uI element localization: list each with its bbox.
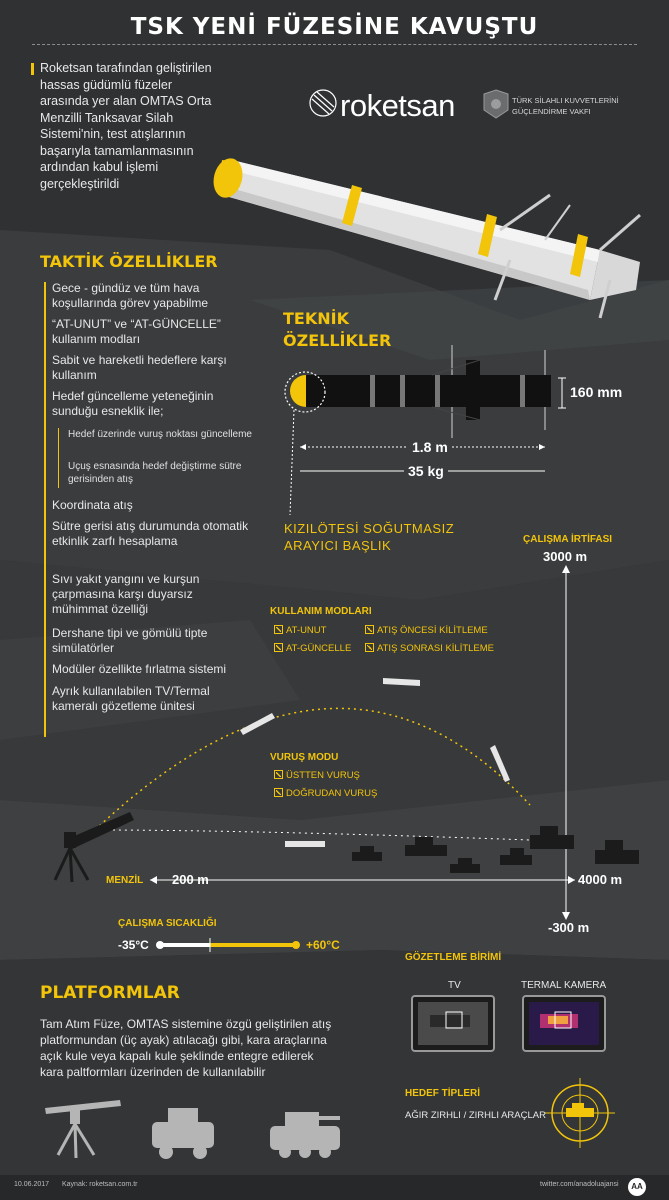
usage-mode-2-label: AT-GÜNCELLE bbox=[286, 643, 352, 654]
taktik-item-5: Koordinata atış bbox=[52, 498, 133, 512]
tv-label: TV bbox=[448, 980, 461, 991]
teknik-heading-line-2: ÖZELLİKLER bbox=[283, 331, 392, 350]
intro-text: Roketsan tarafından geliştirilen hassas güdümlü füzeler arasında yer alan OMTAS Orta Menzilli Tanksavar Silah Sistemi'nin, test atışlarının başarıyla tamamlanmasının ardından kabul işlemi gerçekleştirildi bbox=[40, 61, 212, 191]
checkbox-icon bbox=[274, 770, 283, 779]
thermal-label: TERMAL KAMERA bbox=[521, 980, 607, 991]
impact-mode-1-label: ÜSTTEN VURUŞ bbox=[286, 770, 360, 781]
surveillance-heading: GÖZETLEME BİRİMİ bbox=[405, 952, 502, 963]
range-max: 4000 m bbox=[578, 872, 623, 887]
taktik-accent-bar bbox=[44, 282, 46, 737]
impact-mode-heading: VURUŞ MODU bbox=[270, 752, 339, 763]
checkbox-icon bbox=[365, 625, 374, 634]
usage-mode-2 bbox=[274, 643, 351, 654]
impact-mode-1 bbox=[274, 770, 360, 781]
title-divider bbox=[32, 44, 637, 45]
target-types-text: AĞIR ZIRHLI / ZIRHLI ARAÇLAR bbox=[405, 1110, 546, 1121]
tsk-emblem-icon bbox=[484, 90, 508, 118]
teknik-heading-line-1: TEKNİK bbox=[283, 309, 349, 328]
usage-mode-3 bbox=[365, 625, 488, 636]
aa-logo: AA bbox=[628, 1178, 646, 1196]
seeker-label-line-1: KIZILÖTESİ SOĞUTMASIZ bbox=[284, 521, 455, 536]
altitude-label: ÇALIŞMA İRTİFASI bbox=[523, 534, 613, 545]
checkbox-icon bbox=[274, 625, 283, 634]
roketsan-logo-icon bbox=[310, 90, 336, 116]
taktik-heading: TAKTİK ÖZELLİKLER bbox=[40, 252, 218, 271]
taktik-item-6: Sütre gerisi atış durumunda otomatik etkinlik zarfı hesaplama bbox=[52, 519, 249, 548]
checkbox-icon bbox=[365, 643, 374, 652]
range-label: MENZİL bbox=[106, 875, 144, 886]
tsk-line-1: TÜRK SİLAHLI KUVVETLERİNİ bbox=[512, 96, 619, 105]
usage-mode-4-label: ATIŞ SONRASI KİLİTLEME bbox=[377, 643, 495, 654]
teknik-heading bbox=[283, 308, 391, 352]
taktik-subitem-2: Uçuş esnasında hedef değiştirme sütre gerisinden atış bbox=[68, 461, 242, 485]
usage-modes-heading: KULLANIM MODLARI bbox=[270, 606, 372, 617]
impact-mode-2 bbox=[274, 788, 377, 799]
usage-mode-4 bbox=[365, 643, 494, 654]
taktik-item-1: Gece - gündüz ve tüm hava koşullarında görev yapabilme bbox=[52, 281, 209, 310]
intro-accent-bar bbox=[31, 63, 34, 75]
footer-twitter: twitter.com/anadoluajansi bbox=[540, 1181, 619, 1188]
temperature-min: -35°C bbox=[118, 938, 149, 952]
taktik-item-2: “AT-UNUT” ve “AT-GÜNCELLE” kullanım modları bbox=[52, 317, 221, 346]
page-title: TSK YENİ FÜZESİNE KAVUŞTU bbox=[130, 14, 539, 40]
checkbox-icon bbox=[274, 788, 283, 797]
seeker-label bbox=[284, 520, 454, 554]
range-min: 200 m bbox=[172, 872, 209, 887]
footer-source: Kaynak: roketsan.com.tr bbox=[62, 1181, 138, 1188]
taktik-item-3: Sabit ve hareketli hedeflere karşı kullanım bbox=[52, 353, 227, 382]
tv-screen bbox=[412, 996, 494, 1051]
tsk-line-2: GÜÇLENDİRME VAKFI bbox=[512, 107, 591, 116]
taktik-subitem-1: Hedef üzerinde vuruş noktası güncelleme bbox=[68, 429, 252, 440]
impact-mode-2-label: DOĞRUDAN VURUŞ bbox=[286, 788, 378, 799]
altitude-min: -300 m bbox=[548, 920, 590, 935]
taktik-item-10: Ayrık kullanılabilen TV/Termal kameralı gözetleme ünitesi bbox=[52, 684, 210, 713]
usage-mode-3-label: ATIŞ ÖNCESİ KİLİTLEME bbox=[377, 625, 488, 636]
seeker-label-line-2: ARAYICI BAŞLIK bbox=[284, 538, 392, 553]
thermal-screen bbox=[523, 996, 605, 1051]
footer-date: 10.06.2017 bbox=[14, 1181, 50, 1188]
usage-mode-1-label: AT-UNUT bbox=[286, 625, 327, 636]
checkbox-icon bbox=[274, 643, 283, 652]
platform-heading: PLATFORMLAR bbox=[40, 983, 180, 1003]
length-value: 1.8 m bbox=[408, 439, 452, 455]
target-types-heading: HEDEF TİPLERİ bbox=[405, 1088, 481, 1099]
usage-mode-1 bbox=[274, 625, 326, 636]
temperature-max: +60°C bbox=[306, 938, 340, 952]
temperature-label: ÇALIŞMA SICAKLIĞI bbox=[118, 918, 217, 929]
altitude-max: 3000 m bbox=[543, 549, 588, 564]
tsk-logo-text bbox=[512, 95, 632, 117]
diameter-value: 160 mm bbox=[570, 384, 623, 400]
taktik-item-8: Dershane tipi ve gömülü tipte simülatörler bbox=[52, 626, 208, 655]
weight-value: 35 kg bbox=[404, 463, 448, 479]
platform-text: Tam Atım Füze, OMTAS sistemine özgü geliştirilen atış platformundan (üç ayak) atılacağı gibi, kara araçlarına açık kule veya kapalı kule şeklinde entegre edilerek kara paltformları üzerinden de kullanılabilir bbox=[40, 1017, 332, 1079]
taktik-item-4: Hedef güncelleme yeteneğinin sunduğu esneklik ile; bbox=[52, 389, 214, 418]
taktik-item-9: Modüler özellikte fırlatma sistemi bbox=[52, 662, 227, 676]
roketsan-logo: roketsan bbox=[340, 88, 455, 123]
sub-accent-bar bbox=[58, 428, 59, 488]
taktik-item-7: Sıvı yakıt yangını ve kurşun çarpmasına karşı duyarsız mühimmat özelliği bbox=[52, 572, 200, 616]
